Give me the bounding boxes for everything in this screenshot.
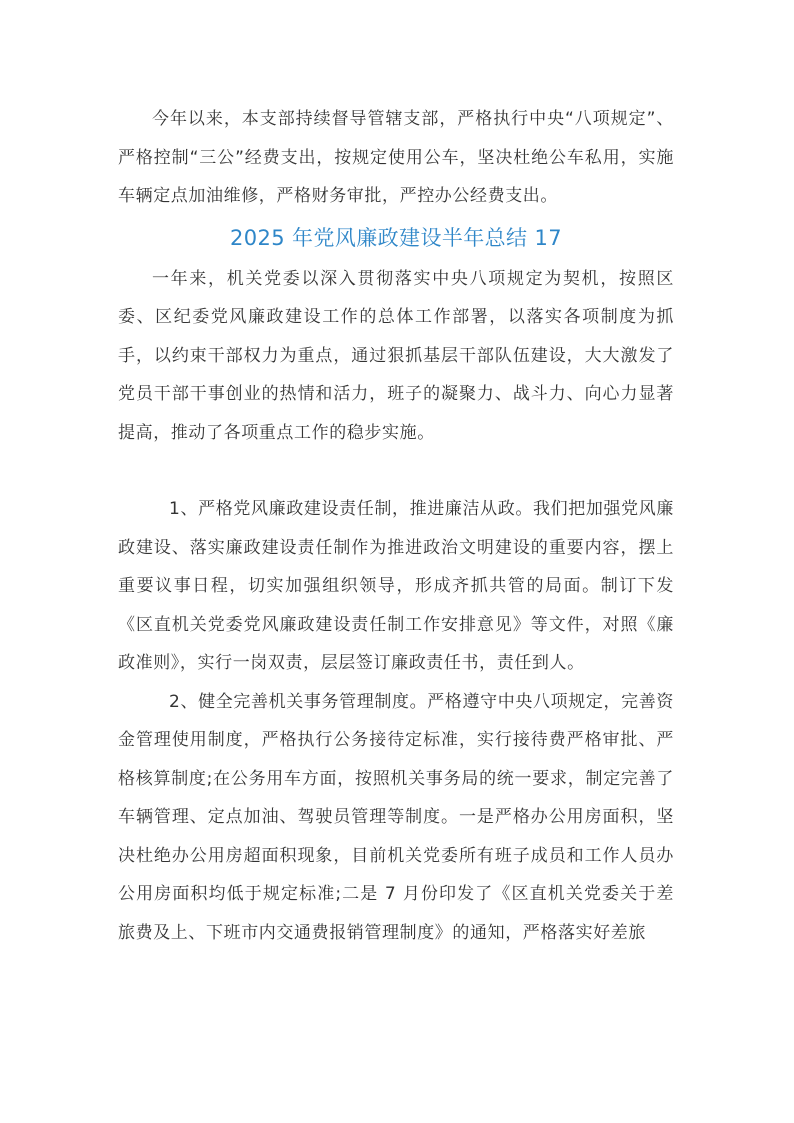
- document-body: [118, 100, 674, 952]
- paragraph-intro: 今年以来，本支部持续督导管辖支部，严格执行中央“八项规定”、严格控制“三公”经费支出，按规定使用公车，坚决杜绝公车私用，实施车辆定点加油维修，严格财务审批，严控办公经费支出。: [118, 109, 674, 206]
- paragraph-spacer: [118, 452, 674, 490]
- paragraph-item-1: 1、严格党风廉政建设责任制，推进廉洁从政。我们把加强党风廉政建设、落实廉政建设责任制作为推进政治文明建设的重要内容，摆上重要议事日程，切实加强组织领导，形成齐抓共管的局面。制订下发《区直机关党委党风廉政建设责任制工作安排意见》等文件，对照《廉政准则》，实行一岗双责，层层签订廉政责任书，责任到人。: [118, 499, 674, 673]
- section-title: 2025 年党风廉政建设半年总结 17: [229, 225, 563, 250]
- paragraph-summary: 一年来，机关党委以深入贯彻落实中央八项规定为契机，按照区委、区纪委党风廉政建设工作的总体工作部署，以落实各项制度为抓手，以约束干部权力为重点，通过狠抓基层干部队伍建设，大大激发了党员干部干事创业的热情和活力，班子的凝聚力、战斗力、向心力显著提高，推动了各项重点工作的稳步实施。: [118, 268, 674, 443]
- paragraph-item-2: 2、健全完善机关事务管理制度。严格遵守中央八项规定，完善资金管理使用制度，严格执行公务接待定标准，实行接待费严格审批、严格核算制度;在公务用车方面，按照机关事务局的统一要求，制定完善了车辆管理、定点加油、驾驶员管理等制度。一是严格办公用房面积，坚决杜绝办公用房超面积现象，目前机关党委所有班子成员和工作人员办公用房面积均低于规定标准;二是 7 月份印发了《区直机关党委关于差旅费及上、下班市内交通费报销管理制度》的通知，严格落实好差旅: [118, 691, 674, 943]
